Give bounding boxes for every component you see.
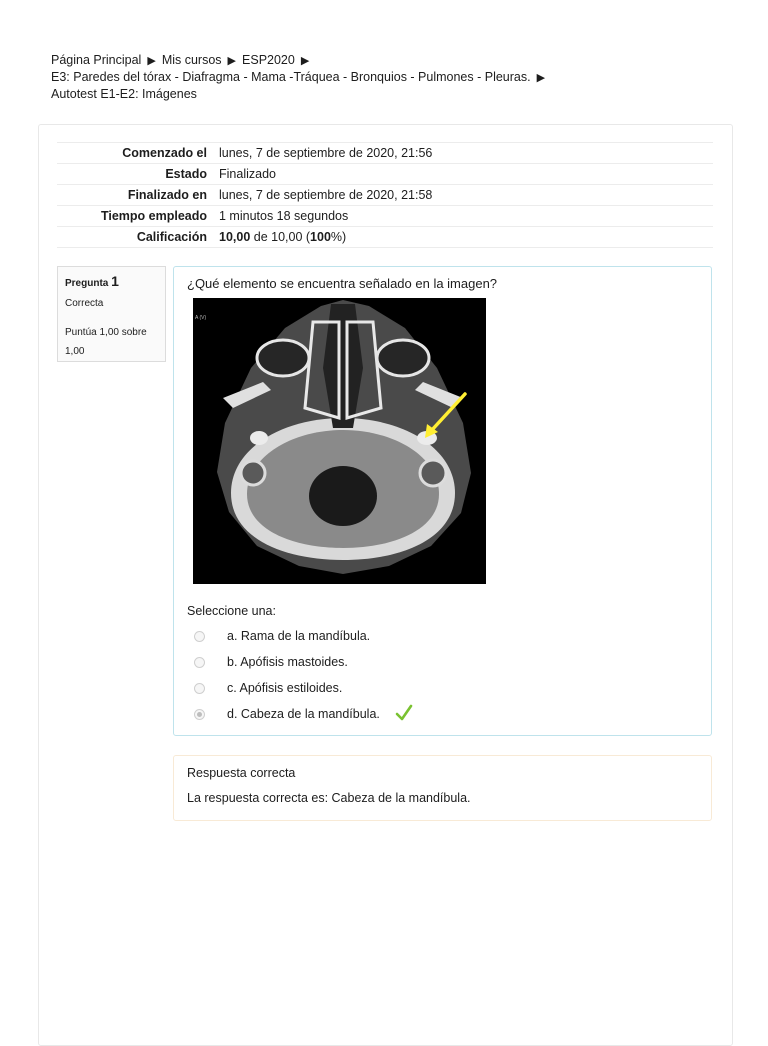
summary-row-state <box>57 164 713 185</box>
answer-radio-selected[interactable] <box>194 709 205 720</box>
grade-of-text: de 10,00 ( <box>250 230 311 244</box>
answer-radio[interactable] <box>194 657 205 668</box>
summary-value: lunes, 7 de septiembre de 2020, 21:58 <box>219 188 433 202</box>
question-number-value: 1 <box>111 273 119 289</box>
summary-value: 1 minutos 18 segundos <box>219 209 349 223</box>
breadcrumb-separator-icon: ▶ <box>300 55 310 67</box>
question-grade: Puntúa 1,00 sobre 1,00 <box>65 327 147 357</box>
breadcrumb-link-course[interactable]: ESP2020 <box>242 53 295 67</box>
answer-label: b. Apófisis mastoides. <box>227 655 348 669</box>
answer-option-a[interactable] <box>187 627 687 647</box>
feedback-title: Respuesta correcta <box>187 766 296 780</box>
summary-label: Comenzado el <box>122 146 207 160</box>
summary-label: Tiempo empleado <box>100 209 207 223</box>
question-state: Correcta <box>65 298 104 309</box>
check-icon <box>395 703 413 723</box>
summary-value: Finalizado <box>219 167 276 181</box>
image-corner-text: A (V) <box>195 315 207 321</box>
question-content <box>173 266 712 736</box>
grade-percent: 100 <box>310 230 331 244</box>
breadcrumb-link-my-courses[interactable]: Mis cursos <box>161 53 222 67</box>
answer-option-b[interactable] <box>187 653 687 673</box>
grade-score: 10,00 <box>219 230 251 244</box>
summary-row-started <box>57 143 713 164</box>
breadcrumb <box>51 52 691 102</box>
summary-row-grade <box>57 227 713 248</box>
answer-option-d[interactable] <box>187 705 687 725</box>
breadcrumb-separator-icon: ▶ <box>536 72 546 84</box>
breadcrumb-link-section[interactable]: E3: Paredes del tórax - Diafragma - Mama -Tráquea - Bronquios - Pulmones - Pleuras. <box>51 70 531 84</box>
attempt-summary-table <box>57 142 713 248</box>
breadcrumb-link-quiz[interactable]: Autotest E1-E2: Imágenes <box>51 87 197 101</box>
summary-row-time-taken <box>57 206 713 227</box>
feedback-correct-answer: La respuesta correcta es: Cabeza de la mandíbula. <box>187 791 471 805</box>
answer-label: c. Apófisis estiloides. <box>227 681 343 695</box>
summary-value: lunes, 7 de septiembre de 2020, 21:56 <box>219 146 433 160</box>
answer-option-c[interactable] <box>187 679 687 699</box>
answer-radio[interactable] <box>194 683 205 694</box>
question-number <box>65 273 119 289</box>
breadcrumb-link-home[interactable]: Página Principal <box>51 53 142 67</box>
breadcrumb-separator-icon: ▶ <box>227 55 237 67</box>
feedback-panel <box>173 755 712 821</box>
question-label: Pregunta <box>65 278 109 289</box>
summary-value <box>213 227 713 248</box>
summary-label: Estado <box>165 167 207 181</box>
summary-row-finished <box>57 185 713 206</box>
summary-label: Calificación <box>136 230 207 244</box>
answer-label: a. Rama de la mandíbula. <box>227 629 371 643</box>
breadcrumb-separator-icon: ▶ <box>147 55 156 67</box>
question-text: ¿Qué elemento se encuentra señalado en la imagen? <box>187 276 498 291</box>
grade-percent-tail: %) <box>330 230 347 244</box>
question-info-panel <box>57 266 166 362</box>
summary-label: Finalizado en <box>127 188 207 202</box>
answer-prompt: Seleccione una: <box>187 604 276 618</box>
answer-label: d. Cabeza de la mandíbula. <box>227 707 380 721</box>
ct-scan-image <box>193 298 486 584</box>
answer-radio[interactable] <box>194 631 205 642</box>
